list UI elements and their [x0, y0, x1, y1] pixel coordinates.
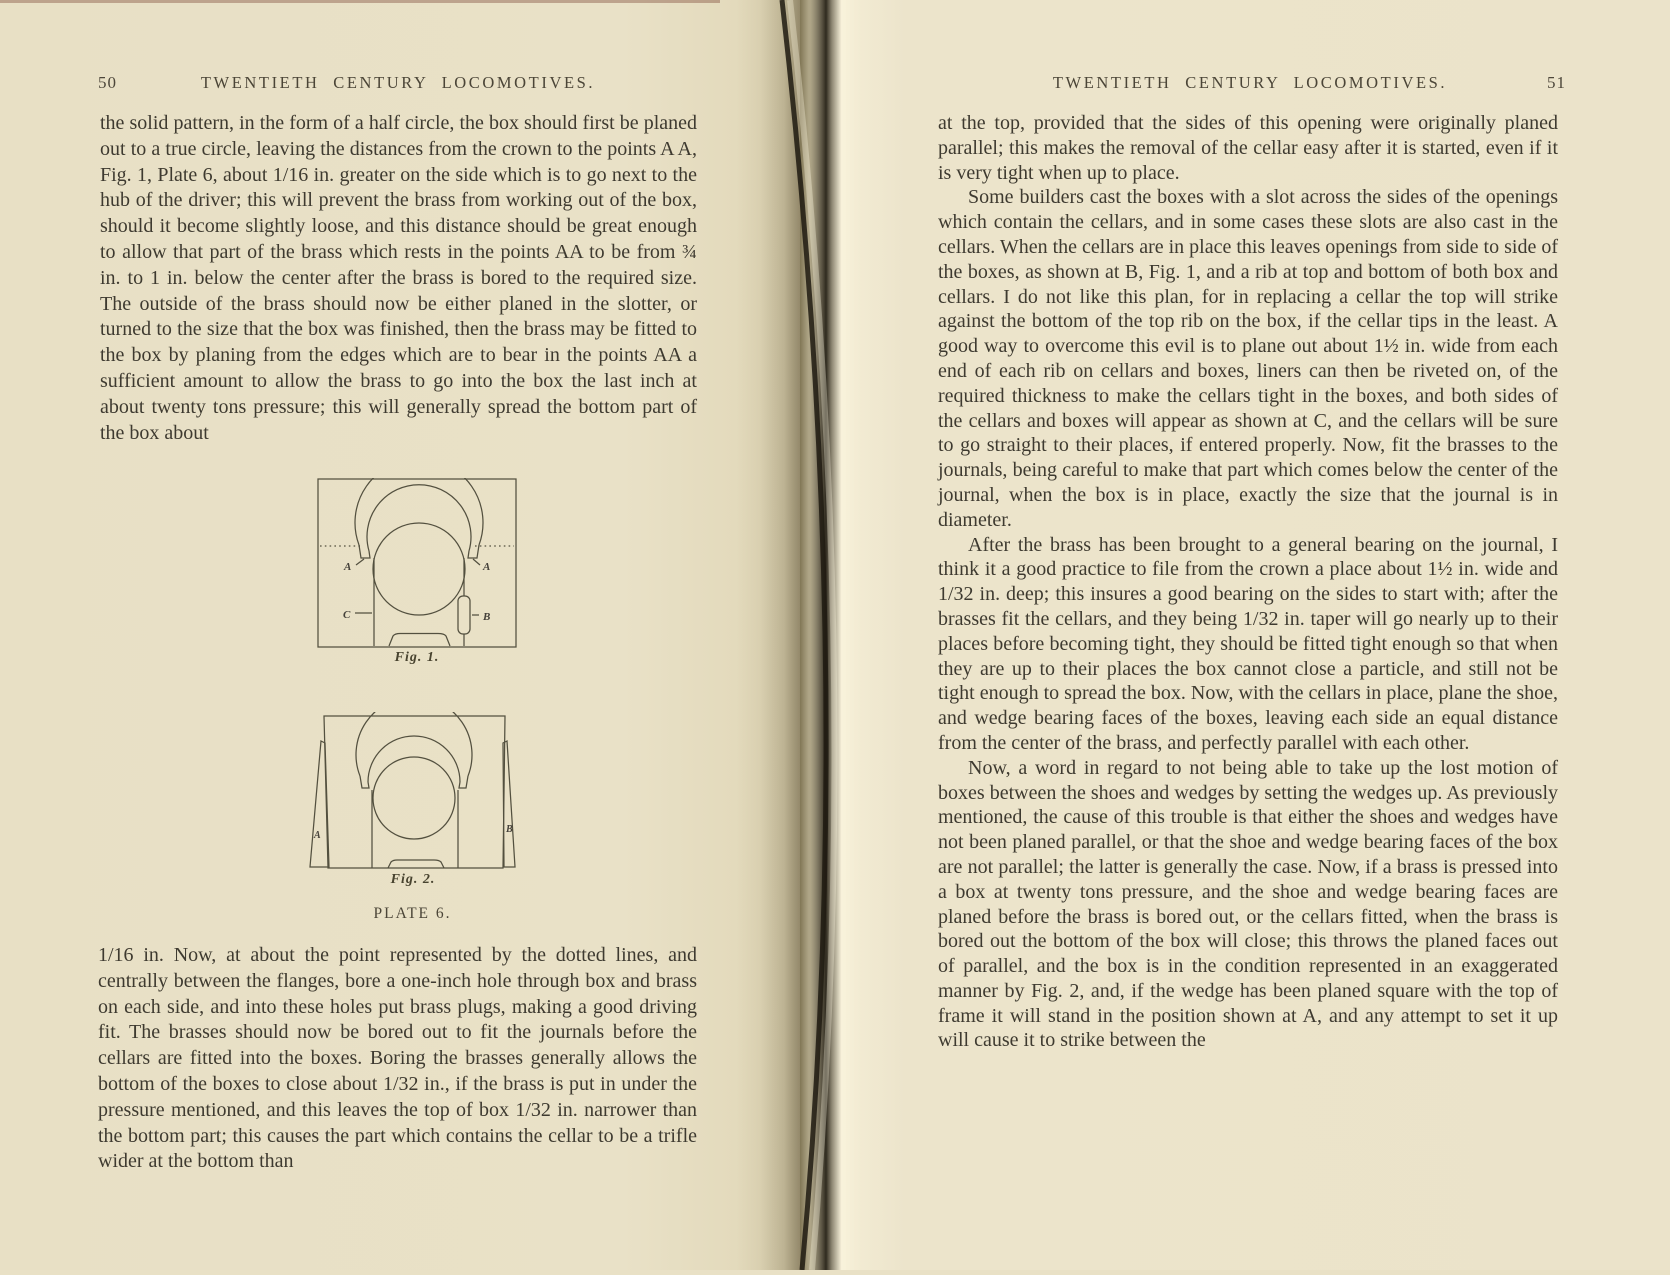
fig2-brass-outer-arc [356, 712, 472, 776]
right-paragraph-1: at the top, provided that the sides of this opening were originally planed parallel; this makes the removal of the cellar easy after it is started, even if it is very tight when up to place. [938, 112, 1558, 184]
fig2-label-a: A [314, 830, 321, 841]
right-running-title: TWENTIETH CENTURY LOCOMOTIVES. [1052, 73, 1448, 92]
page-right [800, 0, 1670, 1270]
fig1-label-a-right: A [483, 561, 491, 573]
fig1-label-b: B [483, 611, 491, 623]
left-page-number: 50 [98, 73, 117, 92]
right-text-column [938, 111, 1558, 1053]
scan-edge-artifact [0, 0, 720, 3]
left-paragraph-top: the solid pattern, in the form of a half circle, the box should first be planed out to a true circle, leaving the distances from the crown to the points A A, Fig. 1, Plate 6, about 1/16 in. greater on the side which is to go next to the hub of the driver; this will prevent the brass from working out of the box, should it become slightly loose, and this distance should be great enough to allow that part of the brass which rests in the points AA to be from ¾ in. to 1 in. below the center after the brass is bored to the required size. The outside of the brass should now be either planed in the slotter, or turned to the size that the box was finished, then the brass may be fitted to the box by planing from the edges which are to bear in the points AA a sufficient amount to allow the brass to go into the box the last inch at about twenty tons pressure; this will generally spread the bottom part of the box about [100, 112, 697, 444]
right-page-number: 51 [1547, 73, 1566, 92]
fig2-box-outline [324, 716, 505, 868]
figure-1-caption: Fig. 1. [394, 650, 440, 665]
figure-2-caption: Fig. 2. [390, 872, 436, 887]
fig2-label-b: B [506, 824, 513, 835]
fig1-label-a-left: A [344, 561, 352, 573]
fig1-journal-circle [373, 523, 465, 615]
figure-2-drawing [308, 712, 518, 872]
fig1-slot-b [458, 596, 470, 634]
fig2-brass-inner-arc [368, 736, 460, 782]
right-paragraph-4: Now, a word in regard to not being able to take up the lost motion of boxes between the shoes and wedges by setting the wedges up. As previously mentioned, the cause of this trouble is that either the shoes and wedges have not been planed parallel, or that the shoe and wedge bearing faces of the box are not parallel; the latter is generally the case. Now, if a brass is pressed into a box at twenty tons pressure, and the shoe and wedge bearing faces are planed before the brass is bored out, or the cellars fitted, when the brass is bored out the bottom of the box will close; this throws the planed faces out of parallel, and the box is in the condition represented in an exaggerated manner by Fig. 2, and, if the wedge has been planed square with the top of frame it will stand in the position shown at A, and any attempt to set it up will cause it to strike between the [938, 756, 1558, 1052]
fig1-label-c: C [343, 609, 351, 621]
left-paragraph-bottom: 1/16 in. Now, at about the point represented by the dotted lines, and centrally between the flanges, bore a one-inch hole through box and brass on each side, and into these holes put brass plugs, making a good driving fit. The brasses should now be bored out to fit the journals before the cellars are fitted into the boxes. Boring the brasses generally allows the bottom of the boxes to close about 1/32 in., if the brass is put in under the pressure mentioned, and this leaves the top of box 1/32 in. narrower than the bottom part; this causes the part which contains the cellar to be a trifle wider at the bottom than [98, 944, 697, 1173]
right-paragraph-3: After the brass has been brought to a general bearing on the journal, I think it a good practice to file from the crown a place about 1½ in. wide and 1/32 in. deep; this insures a good bearing on the sides to start with; after the brasses fit the cellars, and they being 1/32 in. taper will go nearly up to their places before becoming tight, they should be fitted tight enough so that when they are up to their places the box cannot close a particle, and still not be tight enough to spread the box. Now, with the cellars in place, plane the shoe, and wedge bearing faces of the boxes, leaving each side an equal distance from the center of the brass, and perfectly parallel with each other. [938, 533, 1558, 754]
fig2-journal-circle [373, 757, 455, 839]
fig1-leader-a-left [356, 559, 364, 565]
fig1-cellar-bump [389, 634, 450, 647]
figure-1-drawing [317, 478, 517, 648]
plate-6-caption: PLATE 6. [373, 905, 452, 922]
fig1-leader-a-right [473, 559, 480, 565]
page-left [0, 0, 800, 1270]
right-paragraph-2: Some builders cast the boxes with a slot across the sides of the openings which contain the cellars, and in some cases these slots are also cast in the cellars. When the cellars are in place this leaves openings from side to side of the boxes, as shown at B, Fig. 1, and a rib at top and bottom of both box and cellars. I do not like this plan, for in replacing a cellar the top will strike against the bottom of the top rib on the box, if the cellar tips in the least. A good way to overcome this evil is to plane out about 1½ in. wide from each end of each rib on cellars and boxes, liners can then be riveted on, of the required thickness to make the cellars tight in the boxes, and both sides of the cellars and boxes will appear as shown at C, and the cellars will be sure to go straight to their places, if entered properly. Now, fit the brasses to the journals, being careful to make that part which comes below the center of the journal, when the box is in place, exactly the size that the journal is in diameter. [938, 186, 1558, 531]
left-running-title: TWENTIETH CENTURY LOCOMOTIVES. [200, 73, 596, 92]
fig2-cellar-bump [388, 860, 444, 868]
